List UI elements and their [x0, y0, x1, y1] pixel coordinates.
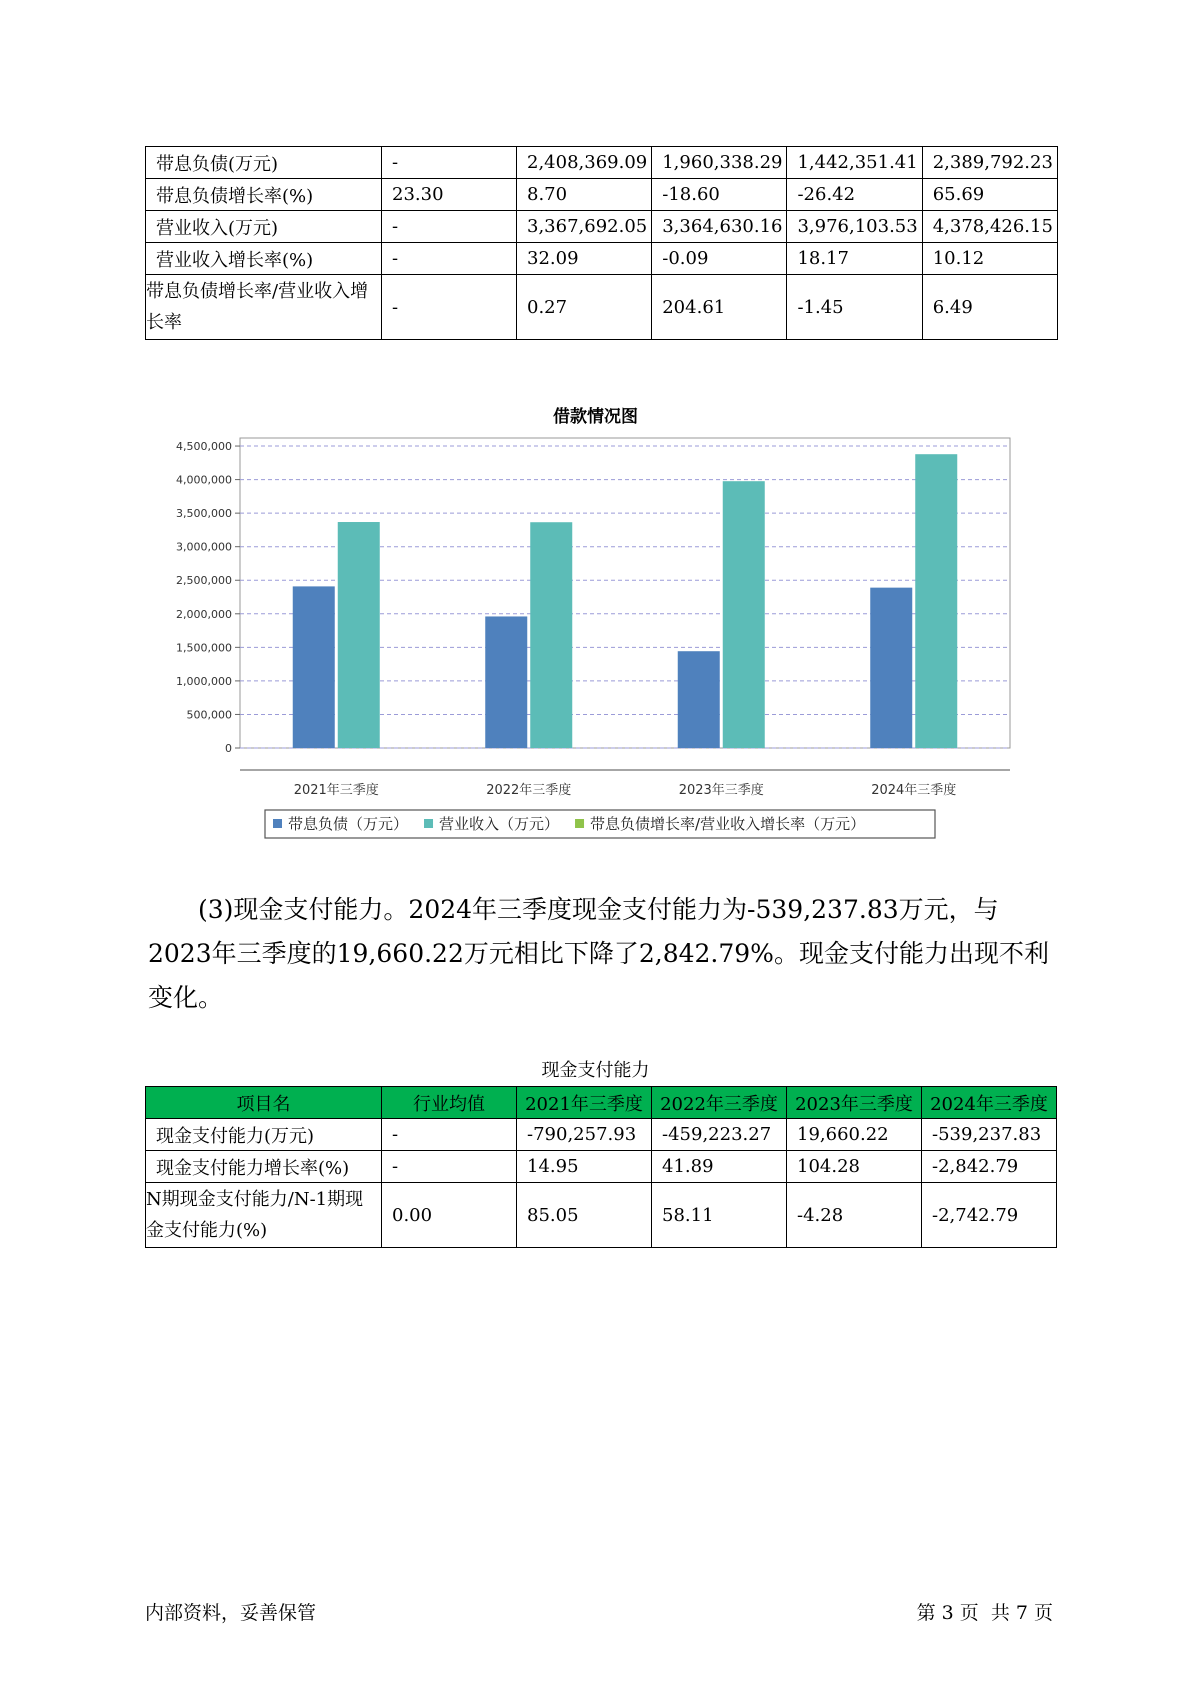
table-cell: 4,378,426.15: [922, 211, 1057, 243]
y-tick-label: 500,000: [186, 708, 232, 722]
table-cell: 41.89: [652, 1151, 787, 1183]
table-cell: -1.45: [787, 275, 922, 340]
column-header: 2021年三季度: [517, 1087, 652, 1119]
table-cell: 1,442,351.41: [787, 147, 922, 179]
table-cell: 3,976,103.53: [787, 211, 922, 243]
table-cell: -2,742.79: [922, 1183, 1057, 1248]
table-cell: -459,223.27: [652, 1119, 787, 1151]
chart-title: 借款情况图: [553, 407, 638, 427]
table-row: [146, 179, 1058, 211]
table-cell: 32.09: [517, 243, 652, 275]
legend-swatch: [424, 819, 433, 828]
cash-ability-paragraph: [148, 888, 1053, 1020]
table-cell: 204.61: [652, 275, 787, 340]
table-cell: 58.11: [652, 1183, 787, 1248]
industry-average-cell: -: [382, 1151, 517, 1183]
column-header: 2023年三季度: [787, 1087, 922, 1119]
x-tick-label: 2024年三季度: [871, 783, 957, 798]
bar-0-3: [870, 588, 912, 748]
table-cell: -4.28: [787, 1183, 922, 1248]
table-header-row: [146, 1087, 1057, 1119]
x-tick-label: 2023年三季度: [678, 783, 764, 798]
y-tick-label: 4,500,000: [176, 440, 232, 454]
table-cell: 2,408,369.09: [517, 147, 652, 179]
bar-0-2: [678, 651, 720, 748]
page-number: 第 3 页: [916, 1602, 979, 1624]
table-cell: -0.09: [652, 243, 787, 275]
row-label: 营业收入(万元): [146, 211, 382, 243]
table-cell: 18.17: [787, 243, 922, 275]
y-tick-label: 3,500,000: [176, 507, 232, 521]
x-tick-label: 2022年三季度: [486, 783, 572, 798]
chart-bars: [293, 454, 958, 748]
table-row: [146, 1183, 1057, 1248]
table-caption: 现金支付能力: [541, 1060, 650, 1081]
table-row: [146, 147, 1058, 179]
bar-0-0: [293, 586, 335, 748]
y-tick-label: 2,000,000: [176, 607, 232, 621]
table-cell: 14.95: [517, 1151, 652, 1183]
footer-confidential-note: 内部资料，妥善保管: [145, 1602, 317, 1624]
table-row: [146, 243, 1058, 275]
table-cell: 3,364,630.16: [652, 211, 787, 243]
y-tick-label: 1,000,000: [176, 674, 232, 688]
table-cell: 8.70: [517, 179, 652, 211]
industry-average-cell: 23.30: [382, 179, 517, 211]
table-cell: 85.05: [517, 1183, 652, 1248]
row-label: 带息负债增长率/营业收入增长率: [146, 275, 382, 340]
bar-1-3: [915, 454, 957, 748]
chart-legend: [265, 810, 935, 838]
table-cell: 3,367,692.05: [517, 211, 652, 243]
x-tick-label: 2021年三季度: [293, 783, 379, 798]
column-header: 2022年三季度: [652, 1087, 787, 1119]
table-row: [146, 275, 1058, 340]
table-cell: 2,389,792.23: [922, 147, 1057, 179]
bar-1-1: [530, 522, 572, 748]
industry-average-cell: -: [382, 211, 517, 243]
table-cell: 65.69: [922, 179, 1057, 211]
table-cell: 6.49: [922, 275, 1057, 340]
bar-1-0: [338, 522, 380, 748]
table-cell: 104.28: [787, 1151, 922, 1183]
row-label: 带息负债增长率(%): [146, 179, 382, 211]
table-cell: 19,660.22: [787, 1119, 922, 1151]
industry-average-cell: -: [382, 275, 517, 340]
table-cell: 10.12: [922, 243, 1057, 275]
cash-ability-table: [145, 1086, 1057, 1248]
row-label: 现金支付能力增长率(%): [146, 1151, 382, 1183]
legend-label: 带息负债（万元）: [288, 815, 409, 833]
table-row: [146, 211, 1058, 243]
page-total: 共 7 页: [990, 1602, 1053, 1624]
legend-swatch: [273, 819, 282, 828]
column-header: 行业均值: [382, 1087, 517, 1119]
y-tick-label: 0: [225, 742, 232, 755]
paragraph-text: (3)现金支付能力。2024年三季度现金支付能力为-539,237.83万元，与2023年三季度的19,660.22万元相比下降了2,842.79%。现金支付能力出现不利变化。: [148, 895, 1049, 1012]
industry-average-cell: -: [382, 147, 517, 179]
row-label: N期现金支付能力/N-1期现金支付能力(%): [146, 1183, 382, 1248]
column-header: 2024年三季度: [922, 1087, 1057, 1119]
bar-0-1: [485, 616, 527, 748]
table-cell: -26.42: [787, 179, 922, 211]
y-tick-label: 2,500,000: [176, 574, 232, 588]
table-cell: 0.27: [517, 275, 652, 340]
y-tick-label: 4,000,000: [176, 473, 232, 487]
row-label: 营业收入增长率(%): [146, 243, 382, 275]
loan-bar-chart: [160, 430, 1020, 850]
table-cell: -539,237.83: [922, 1119, 1057, 1151]
industry-average-cell: 0.00: [382, 1183, 517, 1248]
table-cell: -790,257.93: [517, 1119, 652, 1151]
y-tick-label: 3,000,000: [176, 540, 232, 554]
table-cell: -2,842.79: [922, 1151, 1057, 1183]
bar-1-2: [723, 481, 765, 748]
column-header: 项目名: [146, 1087, 382, 1119]
industry-average-cell: -: [382, 1119, 517, 1151]
table-cell: 1,960,338.29: [652, 147, 787, 179]
legend-label: 营业收入（万元）: [439, 815, 560, 833]
row-label: 现金支付能力(万元): [146, 1119, 382, 1151]
page-indicator: [911, 1598, 1053, 1625]
legend-swatch: [575, 819, 584, 828]
row-label: 带息负债(万元): [146, 147, 382, 179]
debt-revenue-table: [145, 146, 1058, 340]
table-cell: -18.60: [652, 179, 787, 211]
industry-average-cell: -: [382, 243, 517, 275]
legend-label: 带息负债增长率/营业收入增长率（万元）: [590, 815, 866, 833]
table-row: [146, 1151, 1057, 1183]
y-tick-label: 1,500,000: [176, 641, 232, 655]
table-row: [146, 1119, 1057, 1151]
